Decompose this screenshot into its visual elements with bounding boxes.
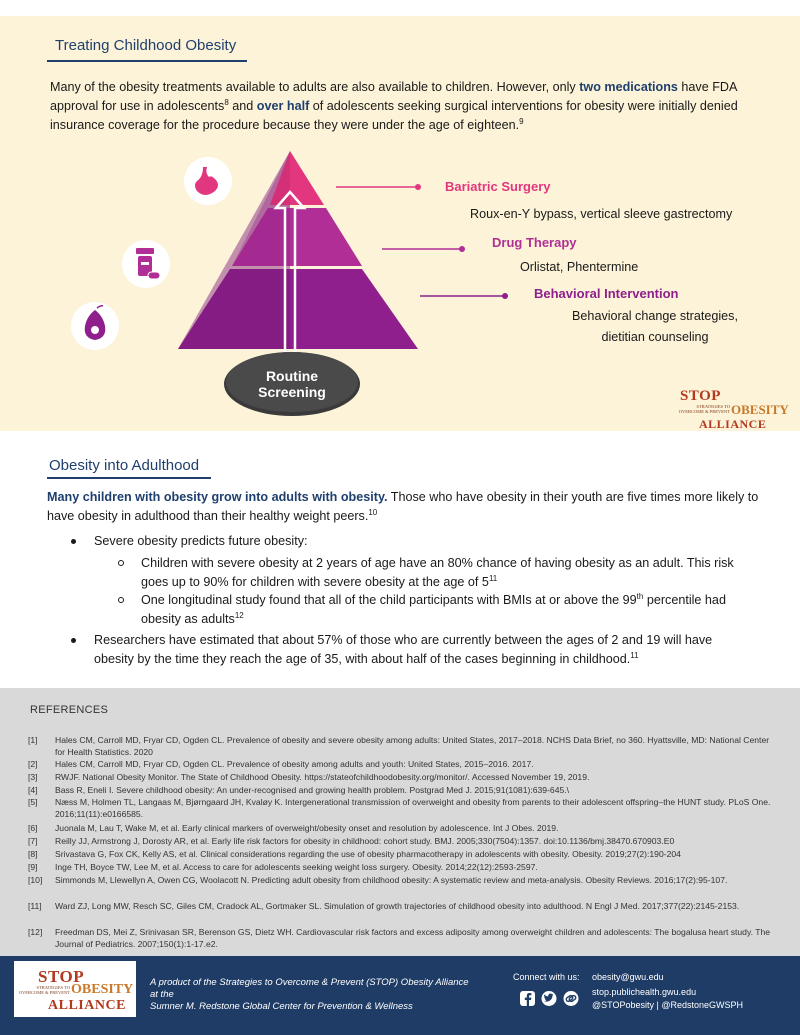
lead-text: Those who have obesity in their youth are five times more likely to have obesity in adulthood than their healthy weight peers. — [47, 490, 759, 523]
reference-number: [6] — [28, 823, 38, 833]
sub-bullet-circle — [118, 560, 124, 566]
sub-bullet-item — [141, 591, 751, 629]
reference-number: [12] — [28, 927, 43, 937]
bullet-text: Researchers have estimated that about 57% of those who are currently between the ages of 2 and 19 will have obesity by the time they reach the age of 35, with about half of the cases beginning in childhood. — [94, 633, 713, 666]
intro-text: have FDA approval for use in adolescents — [50, 80, 737, 113]
logo-alliance: ALLIANCE — [699, 417, 767, 431]
reference-text: Hales CM, Carroll MD, Fryar CD, Ogden CL. Prevalence of obesity and severe obesity among adults: United States, 2017–2018. NCHS Data Brief, no 360. Hyattsville, MD: National Center for Health Statistics. 2020 — [55, 735, 770, 757]
reference-text: Simmonds M, Llewellyn A, Owen CG, Woolacott N. Predicting adult obesity from childhood obesity: A systematic review and meta-analysis. Obesity Reviews. 2016;17(2):95-107. — [55, 875, 728, 885]
logo-tagline: OVERCOME & PREVENT — [678, 409, 730, 414]
reference-number: [9] — [28, 862, 38, 872]
section-title-underline — [47, 477, 211, 479]
intro-highlight: over half — [256, 99, 310, 113]
ordinal-sup: th — [636, 591, 644, 601]
section-title-treating: Treating Childhood Obesity — [55, 37, 237, 54]
tier-title-behavioral: Behavioral Intervention — [534, 286, 679, 301]
sub-bullet-item — [141, 554, 751, 592]
logo-alliance: ALLIANCE — [48, 998, 126, 1013]
base-label-line: Screening — [258, 384, 326, 400]
email-link[interactable]: obesity@gwu.edu — [592, 972, 664, 982]
stomach-icon — [184, 157, 232, 205]
reference-number: [7] — [28, 836, 38, 846]
footer-logo — [14, 961, 136, 1017]
reference-number: [4] — [28, 785, 38, 795]
treating-section — [0, 16, 800, 431]
sub-bullet-text: percentile had obesity as adults — [141, 593, 726, 626]
references-title: REFERENCES — [30, 704, 109, 716]
intro-highlight: two medications — [579, 80, 678, 94]
link-icon[interactable] — [564, 991, 579, 1006]
routine-screening-label — [252, 368, 332, 400]
citation-sup: 12 — [234, 610, 244, 620]
logo-obesity: OBESITY — [731, 402, 789, 417]
reference-number: [11] — [28, 901, 42, 911]
reference-text: Juonala M, Lau T, Wake M, et al. Early clinical markers of overweight/obesity onset and resolution by adolescence. Int J Obes. 2019. — [55, 823, 559, 833]
citation-sup: 8 — [224, 97, 229, 107]
citation-sup: 9 — [519, 116, 524, 126]
reference-text: Næss M, Holmen TL, Langaas M, Bjørngaard JH, Kvaløy K. Intergenerational transmission of overweight and obesity from parents to their adolescent offspring–the HUNT study. PLoS One. 2016;11(11):e0166585. — [55, 797, 771, 819]
product-line: A product of the Strategies to Overcome & Prevent (STOP) Obesity Alliance at the — [150, 977, 469, 1000]
reference-text: Ward ZJ, Long MW, Resch SC, Giles CM, Cradock AL, Gortmaker SL. Simulation of growth trajectories of childhood obesity into adulthood. N Engl J Med. 2017;377(22):2145-2153. — [55, 901, 740, 911]
sub-bullet-text: One longitudinal study found that all of the child participants with BMIs at or above the 99 — [141, 593, 637, 607]
facebook-icon[interactable] — [520, 991, 535, 1006]
twitter-icon[interactable] — [542, 991, 557, 1006]
logo-tagline: OVERCOME & PREVENT — [18, 990, 70, 995]
citation-sup: 11 — [630, 650, 639, 660]
intro-text: of adolescents seeking surgical interventions for obesity were initially denied insurance coverage for the procedure because they were under the age of eighteen. — [50, 99, 738, 132]
bullet-item — [94, 631, 754, 669]
sub-bullet-circle — [118, 597, 124, 603]
logo-stop: STOP — [38, 967, 85, 986]
social-handles[interactable]: @STOPobesity | @RedstoneGWSPH — [592, 1000, 743, 1010]
stop-obesity-logo — [675, 388, 795, 432]
reference-text: Reilly JJ, Armstrong J, Dorosty AR, et al. Early life risk factors for obesity in childhood: cohort study. BMJ. 2005;330(7504):1357. doi:10.1136/bmj.38470.670903.E0 — [55, 836, 675, 846]
pill-bottle-icon — [122, 240, 170, 288]
connect-label: Connect with us: — [513, 972, 580, 982]
citation-sup: 11 — [488, 573, 498, 583]
reference-text: Bass R, Eneli I. Severe childhood obesity: An under-recognised and growing health problem. Postgrad Med J. 2015;91(1081):639-645.\ — [55, 785, 570, 795]
reference-number: [2] — [28, 759, 38, 769]
website-link[interactable]: stop.publichealth.gwu.edu — [592, 987, 697, 997]
footer-product-line — [150, 977, 470, 1013]
bullet-dot — [71, 539, 76, 544]
stop-obesity-logo — [18, 967, 136, 1014]
lead-highlight: Many children with obesity grow into adults with obesity. — [47, 490, 388, 504]
tier-desc-behavioral — [560, 306, 750, 348]
reference-text: Hales CM, Carroll MD, Fryar CD, Ogden CL. Prevalence of obesity among adults and youth: United States, 2015–2016. 2017. — [55, 759, 534, 769]
citation-sup: 10 — [368, 507, 378, 517]
tier-title-drug: Drug Therapy — [492, 235, 577, 250]
tier-desc-line: dietitian counseling — [601, 330, 709, 344]
intro-text: and — [228, 99, 257, 113]
reference-text: RWJF. National Obesity Monitor. The State of Childhood Obesity. https://stateofchildhoodobesity.org/monitor/. Accessed November 19, 2019. — [55, 772, 590, 782]
adulthood-lead — [47, 488, 759, 526]
logo-tagline: STRATEGIES TO — [36, 985, 70, 990]
product-line: Sumner M. Redstone Global Center for Prevention & Wellness — [150, 1001, 413, 1012]
reference-text: Srivastava G, Fox CK, Kelly AS, et al. Clinical considerations regarding the use of obesity pharmacotherapy in adolescents with obesity. Obesity. 2019;27(2):190-204 — [55, 849, 681, 859]
sub-bullet-text: Children with severe obesity at 2 years of age have an 80% chance of having obesity as an adult. This risk goes up to 90% for children with severe obesity at the age of 5 — [141, 556, 734, 589]
tier-title-surgery: Bariatric Surgery — [445, 179, 551, 194]
logo-tagline: STRATEGIES TO — [696, 404, 730, 409]
logo-obesity: OBESITY — [71, 982, 134, 997]
tier-desc-drug: Orlistat, Phentermine — [520, 260, 639, 274]
bullet-dot — [71, 638, 76, 643]
section-title-adulthood: Obesity into Adulthood — [49, 457, 200, 474]
footer — [0, 956, 800, 1035]
reference-text: Inge TH, Boyce TW, Lee M, et al. Access to care for adolescents seeking weight loss surgery. Obesity. 2014;22(12):2593-2597. — [55, 862, 538, 872]
base-label-line: Routine — [265, 368, 319, 384]
social-icons — [520, 990, 586, 1008]
reference-number: [10] — [28, 875, 43, 885]
avocado-icon — [71, 302, 119, 350]
tier-desc-surgery: Roux-en-Y bypass, vertical sleeve gastrectomy — [470, 207, 733, 221]
references-section — [0, 688, 800, 956]
intro-text: Many of the obesity treatments available to adults are also available to children. However, only — [50, 80, 580, 94]
reference-number: [3] — [28, 772, 38, 782]
reference-text: Freedman DS, Mei Z, Srinivasan SR, Berenson GS, Dietz WH. Cardiovascular risk factors and excess adiposity among overweight children and adolescents: The bogalusa heart study. The Journal of Pediatrics. 2007;150(1):1-17.e2. — [55, 927, 771, 949]
bullet-item: Severe obesity predicts future obesity: — [94, 534, 308, 548]
reference-number: [5] — [28, 797, 38, 807]
logo-stop: STOP — [680, 388, 721, 404]
reference-number: [8] — [28, 849, 38, 859]
reference-number: [1] — [28, 735, 38, 745]
tier-desc-line: Behavioral change strategies, — [572, 309, 738, 323]
